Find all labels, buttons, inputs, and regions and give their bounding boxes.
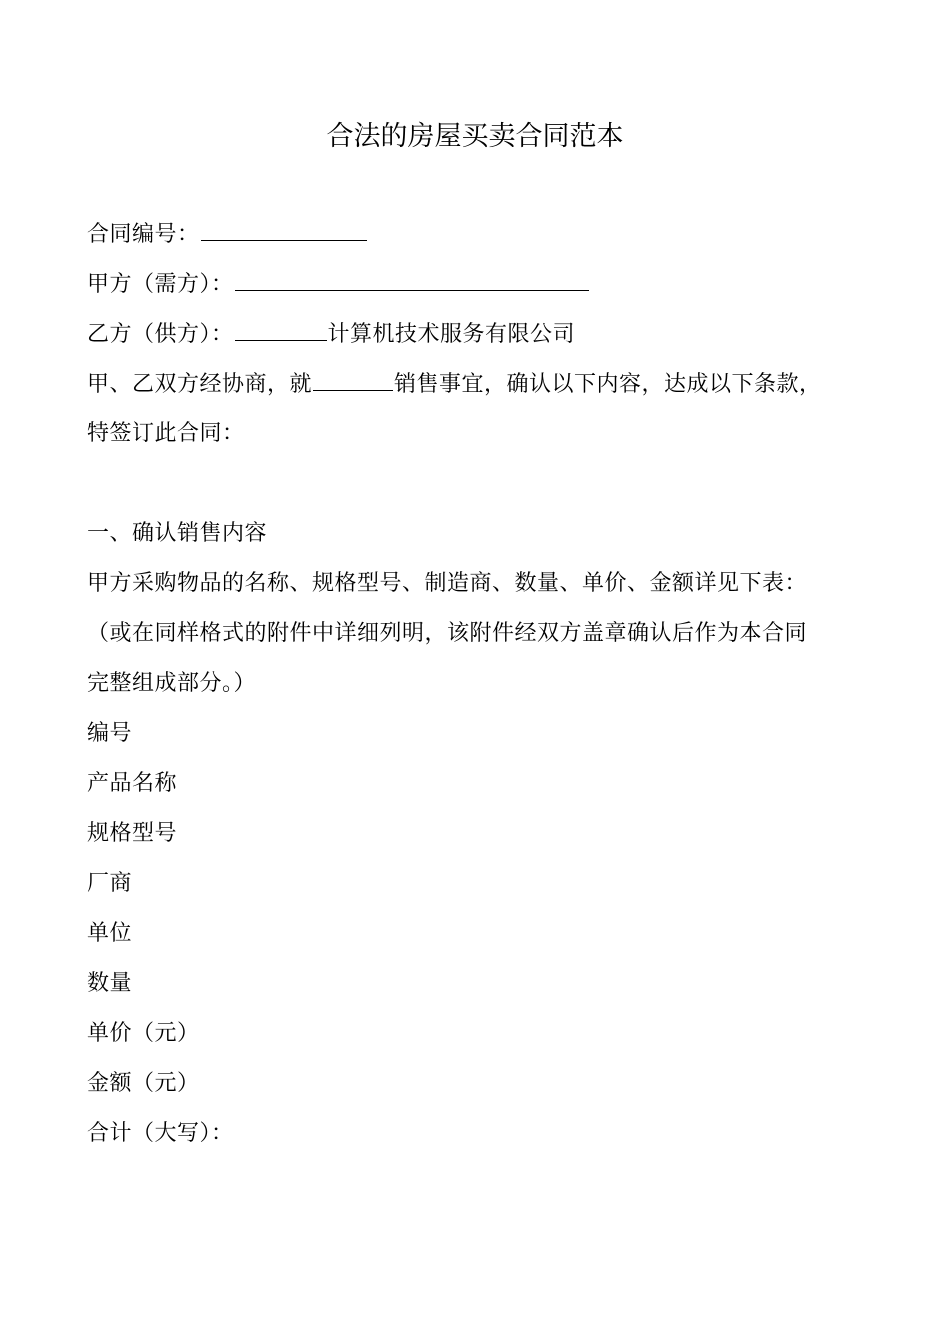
party-b-line <box>87 318 575 351</box>
table-field-quantity: 数量 <box>87 971 133 996</box>
table-field-unit-price: 单价（元） <box>87 1021 200 1046</box>
negotiation-blank <box>313 368 393 391</box>
contract-number-blank <box>201 218 367 241</box>
table-field-amount: 金额（元） <box>87 1071 200 1096</box>
party-b-label: 乙方（供方）： <box>87 322 234 347</box>
section-1-paragraph: 甲方采购物品的名称、规格型号、制造商、数量、单价、金额详见下表： <box>87 571 808 596</box>
section-1-note-line-1: （或在同样格式的附件中详细列明，该附件经双方盖章确认后作为本合同 <box>87 621 808 646</box>
party-b-blank <box>235 318 327 341</box>
party-b-company: 计算机技术服务有限公司 <box>327 322 576 347</box>
table-field-product-name: 产品名称 <box>87 771 178 796</box>
table-field-spec-model: 规格型号 <box>87 821 178 846</box>
section-1-note-line-2: 完整组成部分。） <box>87 671 257 696</box>
negotiation-line-2: 特签订此合同： <box>87 421 245 446</box>
table-field-total-uppercase: 合计（大写）： <box>87 1121 234 1146</box>
table-field-number: 编号 <box>87 721 133 746</box>
contract-number-label: 合同编号： <box>87 222 200 247</box>
negotiation-line <box>87 368 822 401</box>
negotiation-text-after: 销售事宜，确认以下内容，达成以下条款， <box>394 372 822 397</box>
table-field-unit: 单位 <box>87 921 133 946</box>
party-a-blank <box>235 268 589 291</box>
party-a-line <box>87 268 590 301</box>
section-1-heading: 一、确认销售内容 <box>87 521 268 546</box>
negotiation-text-before: 甲、乙双方经协商，就 <box>87 372 313 397</box>
contract-number-line <box>87 218 368 251</box>
party-a-label: 甲方（需方）： <box>87 272 234 297</box>
table-field-manufacturer: 厂商 <box>87 871 133 896</box>
document-title: 合法的房屋买卖合同范本 <box>326 121 624 152</box>
